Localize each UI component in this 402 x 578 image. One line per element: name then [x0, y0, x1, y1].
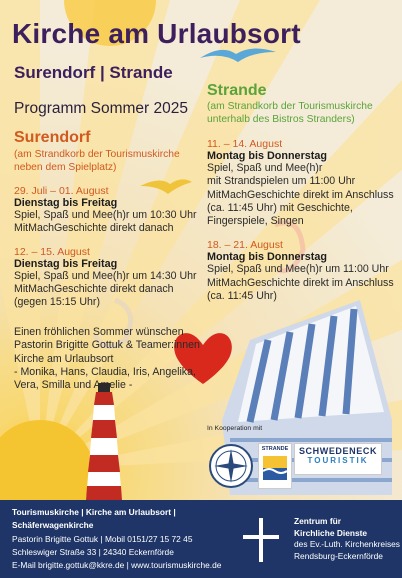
footer-email-line[interactable]: E-Mail brigitte.gottuk@kkre.de | www.tourismuskirche.de [12, 560, 222, 571]
event-line: MitMachGeschichte direkt im Anschluss [207, 188, 394, 201]
strande-logo-label: STRANDE [261, 446, 289, 452]
event-block [207, 138, 397, 228]
footer-zentrum-line: des Ev.-Luth. Kirchenkreises [294, 539, 400, 549]
event-days: Dienstag bis Freitag [14, 197, 118, 209]
event-block [207, 239, 397, 303]
page-subtitle: Surendorf | Strande [14, 63, 173, 82]
event-line: MitMachGeschichte direkt danach [14, 222, 174, 235]
footer-zentrum-line: Zentrum für [294, 516, 341, 526]
event-days: Dienstag bis Freitag [14, 257, 118, 270]
event-dates: 11. – 14. August [207, 138, 283, 150]
event-block [14, 185, 204, 236]
surendorf-heading: Surendorf [14, 129, 91, 146]
schwedeneck-touristik: TOURISTIK [307, 456, 369, 465]
compass-icon [208, 443, 254, 489]
event-line: Spiel, Spaß und Mee(h)r um 11:00 Uhr [207, 263, 389, 276]
cross-icon [243, 518, 279, 562]
strande-section [207, 82, 397, 303]
greeting-block [14, 326, 214, 392]
surendorf-section [14, 129, 204, 309]
footer-org-line: Schäferwagenkirche [12, 520, 94, 531]
page-title: Kirche am Urlaubsort [12, 18, 301, 49]
strande-heading: Strande [207, 82, 267, 99]
footer-pastor-line: Pastorin Brigitte Gottuk | Mobil 0151/27 15 72 45 [12, 533, 193, 544]
footer-org-line: Tourismuskirche | Kirche am Urlaubsort | [12, 507, 176, 517]
event-line: (ca. 11:45 Uhr) [207, 290, 277, 303]
program-heading: Programm Sommer 2025 [14, 100, 189, 117]
event-line: Fingerspiele, Singen [207, 215, 304, 228]
surendorf-note: (am Strandkorb der Tourismuskirche neben dem Spielplatz) [14, 149, 180, 173]
event-line: Spiel, Spaß und Mee(h)r [207, 162, 323, 174]
event-line: MitMachGeschichte direkt danach [14, 282, 174, 295]
footer-zentrum-line: Rendsburg-Eckernförde [294, 550, 383, 561]
footer-address-line: Schleswiger Straße 33 | 24340 Eckernförde [12, 546, 174, 557]
event-days: Montag bis Donnerstag [207, 251, 327, 264]
footer [0, 500, 402, 578]
compass-logo [208, 443, 254, 489]
footer-contact [12, 506, 237, 572]
cooperation-label: In Kooperation mit [207, 425, 263, 432]
greeting-line: Vera, Smilla und Amelie - [14, 379, 133, 392]
event-line: Spiel, Spaß und Mee(h)r um 10:30 Uhr [14, 209, 197, 221]
event-dates: 29. Juli – 01. August [14, 185, 109, 197]
event-dates: 18. – 21. August [207, 239, 283, 252]
schwedeneck-logo [294, 443, 382, 475]
event-line: MitMachGeschichte direkt im Anschluss [207, 276, 394, 289]
greeting-line: Kirche am Urlaubsort [14, 352, 114, 365]
event-line: Spiel, Spaß und Mee(h)r um 14:30 Uhr [14, 269, 197, 282]
event-line: mit Strandspielen um 11:00 Uhr [207, 175, 356, 188]
strande-wave-icon [260, 453, 290, 483]
event-dates: 12. – 15. August [14, 245, 90, 258]
event-line: (ca. 11:45 Uhr) mit Geschichte, [207, 201, 353, 214]
footer-zentrum-line: Kirchliche Dienste [294, 527, 368, 538]
strande-logo [258, 443, 292, 489]
strande-note: (am Strandkorb der Tourismuskirche unterhalb des Bistros Stranders) [207, 101, 373, 125]
event-days: Montag bis Donnerstag [207, 150, 327, 162]
event-line: (gegen 15:15 Uhr) [14, 296, 100, 309]
schwedeneck-name: SCHWEDENECK [298, 446, 378, 456]
greeting-line: Einen fröhlichen Sommer wünschen [14, 326, 184, 338]
event-block [14, 246, 204, 310]
greeting-line: Pastorin Brigitte Gottuk & Teamer:innen [14, 339, 200, 352]
footer-zentrum [294, 516, 400, 562]
greeting-line: - Monika, Hans, Claudia, Iris, Angelika, [14, 365, 196, 378]
